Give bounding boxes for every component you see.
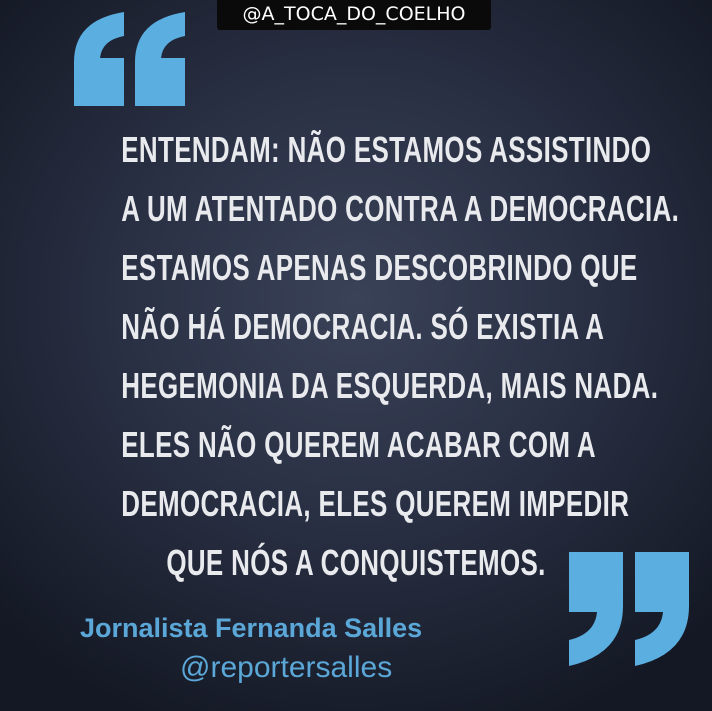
author-name: Jornalista Fernanda Salles: [80, 613, 423, 643]
close-quote-mark-right: [635, 552, 689, 666]
quote-line: ESTAMOS APENAS DESCOBRINDO QUE: [121, 247, 638, 288]
quote-text: [121, 120, 680, 592]
quote-line: HEGEMONIA DA ESQUERDA, MAIS NADA.: [121, 365, 659, 406]
quote-line: ENTENDAM: NÃO ESTAMOS ASSISTINDO: [121, 129, 652, 170]
open-quote-mark-right: [135, 12, 185, 106]
open-quote-icon: [70, 6, 190, 111]
open-quote-mark-left: [74, 12, 124, 106]
author-handle: @reportersalles: [180, 651, 393, 684]
close-quote-mark-left: [569, 552, 623, 666]
quote-line: DEMOCRACIA, ELES QUEREM IMPEDIR: [121, 483, 630, 524]
close-quote-icon: [565, 548, 695, 673]
watermark-label: @A_TOCA_DO_COELHO: [217, 0, 491, 30]
quote-line: NÃO HÁ DEMOCRACIA. SÓ EXISTIA A: [121, 306, 605, 347]
quote-line: QUE NÓS A CONQUISTEMOS.: [166, 542, 546, 583]
quote-line: A UM ATENTADO CONTRA A DEMOCRACIA.: [121, 188, 680, 229]
quote-line: ELES NÃO QUEREM ACABAR COM A: [121, 424, 597, 465]
